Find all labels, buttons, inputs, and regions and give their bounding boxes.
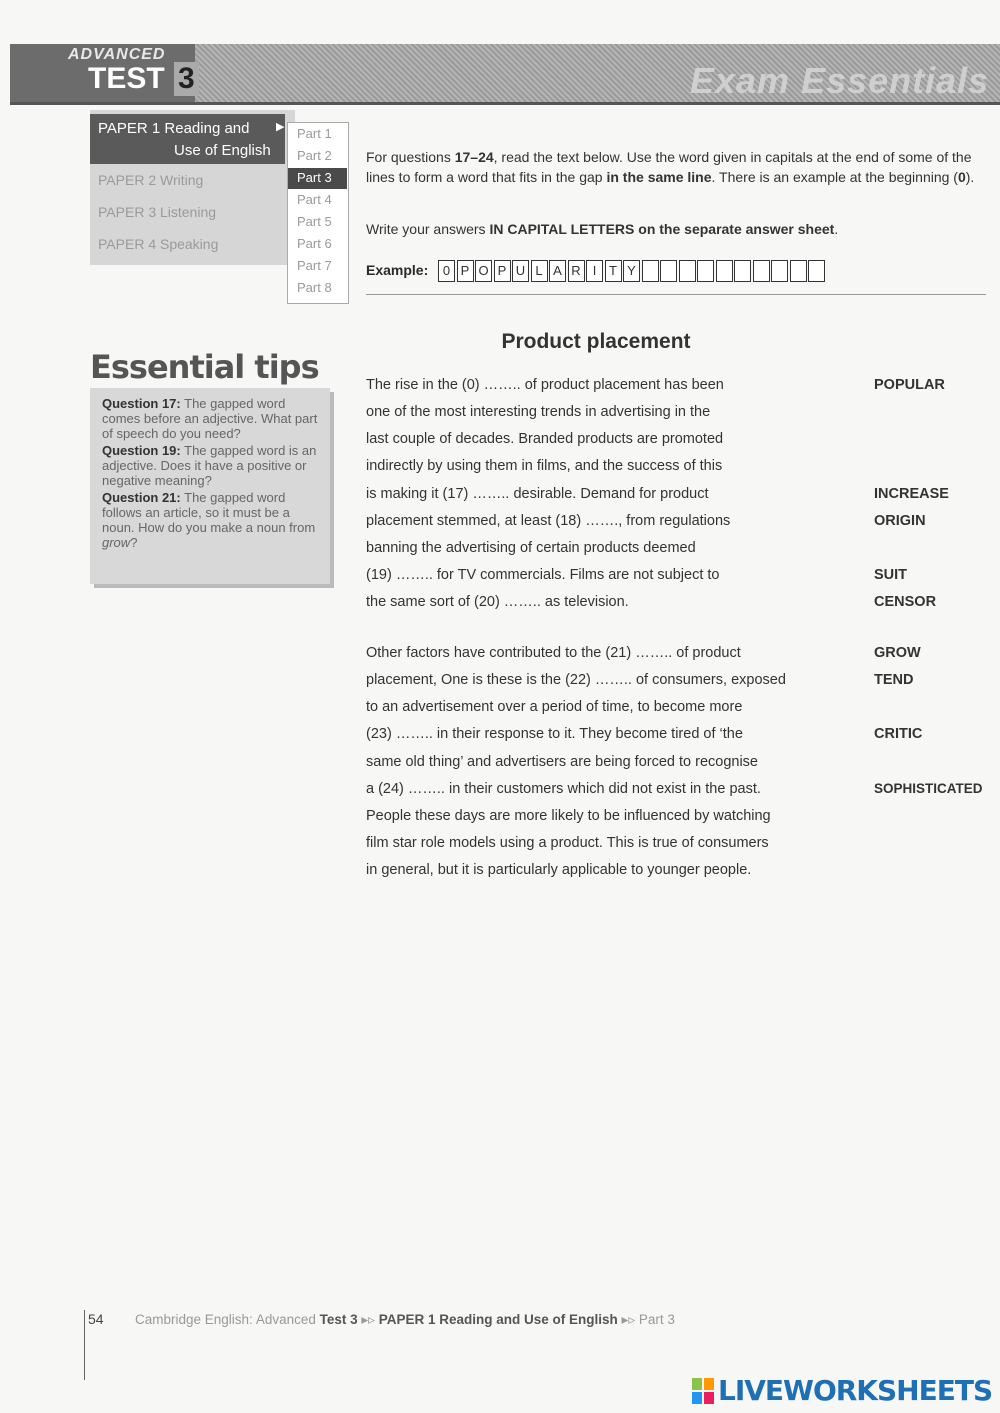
cue-word: SOPHISTICATED bbox=[874, 781, 983, 796]
example-letter-box: R bbox=[568, 260, 585, 282]
passage-line: banning the advertising of certain products deemed bbox=[366, 540, 696, 556]
part-2-item[interactable]: Part 2 bbox=[297, 148, 332, 163]
tip-item: Question 19: The gapped word is an adjective. Does it have a positive or negative meaning? bbox=[102, 443, 317, 488]
part-7-item[interactable]: Part 7 bbox=[297, 258, 332, 273]
passage-line: The rise in the (0) …….. of product placement has been bbox=[366, 377, 724, 393]
brand-title: Exam Essentials bbox=[690, 60, 990, 101]
footer-rule bbox=[84, 1310, 85, 1380]
example-letter-box: L bbox=[531, 260, 548, 282]
cue-word: TEND bbox=[874, 672, 914, 688]
cue-word: POPULAR bbox=[874, 377, 945, 393]
example-letter-box bbox=[660, 260, 677, 282]
part-5-item[interactable]: Part 5 bbox=[297, 214, 332, 229]
passage-line: in general, but it is particularly applicable to younger people. bbox=[366, 862, 752, 878]
tip-item: Question 21: The gapped word follows an article, so it must be a noun. How do you make a noun from grow? bbox=[102, 490, 316, 550]
paper-2-item[interactable]: PAPER 2 Writing bbox=[98, 172, 204, 188]
part-8-item[interactable]: Part 8 bbox=[297, 280, 332, 295]
passage-line: same old thing’ and advertisers are being forced to recognise bbox=[366, 754, 758, 770]
example-letter-box bbox=[808, 260, 825, 282]
example-letter-box bbox=[790, 260, 807, 282]
cue-word: CRITIC bbox=[874, 726, 923, 742]
example-letter-box: P bbox=[494, 260, 511, 282]
example-letter-box: A bbox=[549, 260, 566, 282]
example-number-box: 0 bbox=[438, 260, 455, 282]
example-letter-box: O bbox=[475, 260, 492, 282]
example-letter-box: Y bbox=[623, 260, 640, 282]
cue-word: ORIGIN bbox=[874, 513, 926, 529]
example-letter-box: I bbox=[586, 260, 603, 282]
paper-4-item[interactable]: PAPER 4 Speaking bbox=[98, 236, 219, 252]
passage-line: Other factors have contributed to the (21) …….. of product bbox=[366, 645, 741, 661]
passage-line: film star role models using a product. This is true of consumers bbox=[366, 835, 769, 851]
passage-line: a (24) …….. in their customers which did not exist in the past. bbox=[366, 781, 761, 797]
footer-breadcrumb: Cambridge English: Advanced Test 3 ▸▹ PAPER 1 Reading and Use of English ▸▹ Part 3 bbox=[135, 1312, 675, 1327]
paper-1-item[interactable] bbox=[98, 118, 278, 162]
passage-line: to an advertisement over a period of time, to become more bbox=[366, 699, 743, 715]
part-4-item[interactable]: Part 4 bbox=[297, 192, 332, 207]
example-letter-box: U bbox=[512, 260, 529, 282]
example-letter-box bbox=[716, 260, 733, 282]
passage-line: one of the most interesting trends in advertising in the bbox=[366, 404, 711, 420]
paper-3-item[interactable]: PAPER 3 Listening bbox=[98, 204, 217, 220]
passage-line: (23) …….. in their response to it. They become tired of ‘the bbox=[366, 726, 743, 742]
passage-line: (19) …….. for TV commercials. Films are not subject to bbox=[366, 567, 720, 583]
cue-word: CENSOR bbox=[874, 594, 937, 610]
example-letter-box bbox=[679, 260, 696, 282]
part-6-item[interactable]: Part 6 bbox=[297, 236, 332, 251]
test-label: TEST bbox=[88, 62, 165, 95]
paper-1-line1: PAPER 1 Reading and bbox=[98, 120, 250, 137]
answer-instructions: Write your answers IN CAPITAL LETTERS on the separate answer sheet. bbox=[366, 221, 839, 237]
passage-line: the same sort of (20) …….. as television. bbox=[366, 594, 629, 610]
passage-line: is making it (17) …….. desirable. Demand for product bbox=[366, 486, 709, 502]
example-label: Example: bbox=[366, 262, 429, 278]
part-3-item[interactable]: Part 3 bbox=[297, 170, 332, 185]
divider bbox=[366, 294, 986, 295]
part-1-item[interactable]: Part 1 bbox=[297, 126, 332, 141]
example-letter-box bbox=[753, 260, 770, 282]
tips-text bbox=[102, 396, 320, 552]
cue-word: INCREASE bbox=[874, 486, 949, 502]
example-letter-box: P bbox=[457, 260, 474, 282]
arrow-right-icon: ▶ bbox=[276, 121, 285, 133]
cue-word: GROW bbox=[874, 645, 921, 661]
cue-word: SUIT bbox=[874, 567, 908, 583]
tips-title: Essential tips bbox=[90, 348, 319, 386]
example-letter-box: T bbox=[605, 260, 622, 282]
passage-line: placement stemmed, at least (18) ……., from regulations bbox=[366, 513, 731, 529]
tip-item: Question 17: The gapped word comes before an adjective. What part of speech do you need? bbox=[102, 396, 318, 441]
test-number: 3 bbox=[174, 62, 199, 96]
series-label: ADVANCED bbox=[68, 46, 166, 63]
paper-1-line2: Use of English bbox=[174, 142, 271, 159]
example-letter-box bbox=[697, 260, 714, 282]
instructions-paragraph: For questions 17–24, read the text below. Use the word given in capitals at the end of some of the lines to form a word that fits in the gap in the same line. There is an example at the beginning (0). bbox=[366, 149, 975, 185]
passage-line: placement, One is these is the (22) …….. of consumers, exposed bbox=[366, 672, 786, 688]
passage-line: People these days are more likely to be influenced by watching bbox=[366, 808, 771, 824]
passage-line: indirectly by using them in films, and the success of this bbox=[366, 458, 723, 474]
passage-line: last couple of decades. Branded products are promoted bbox=[366, 431, 724, 447]
example-letter-box bbox=[771, 260, 788, 282]
passage-title: Product placement bbox=[501, 330, 691, 353]
example-letter-box bbox=[734, 260, 751, 282]
liveworksheets-watermark: LIVEWORKSHEETS bbox=[718, 1374, 993, 1407]
example-letter-box bbox=[642, 260, 659, 282]
page-number: 54 bbox=[88, 1311, 104, 1327]
liveworksheets-logo-icon bbox=[692, 1378, 714, 1404]
